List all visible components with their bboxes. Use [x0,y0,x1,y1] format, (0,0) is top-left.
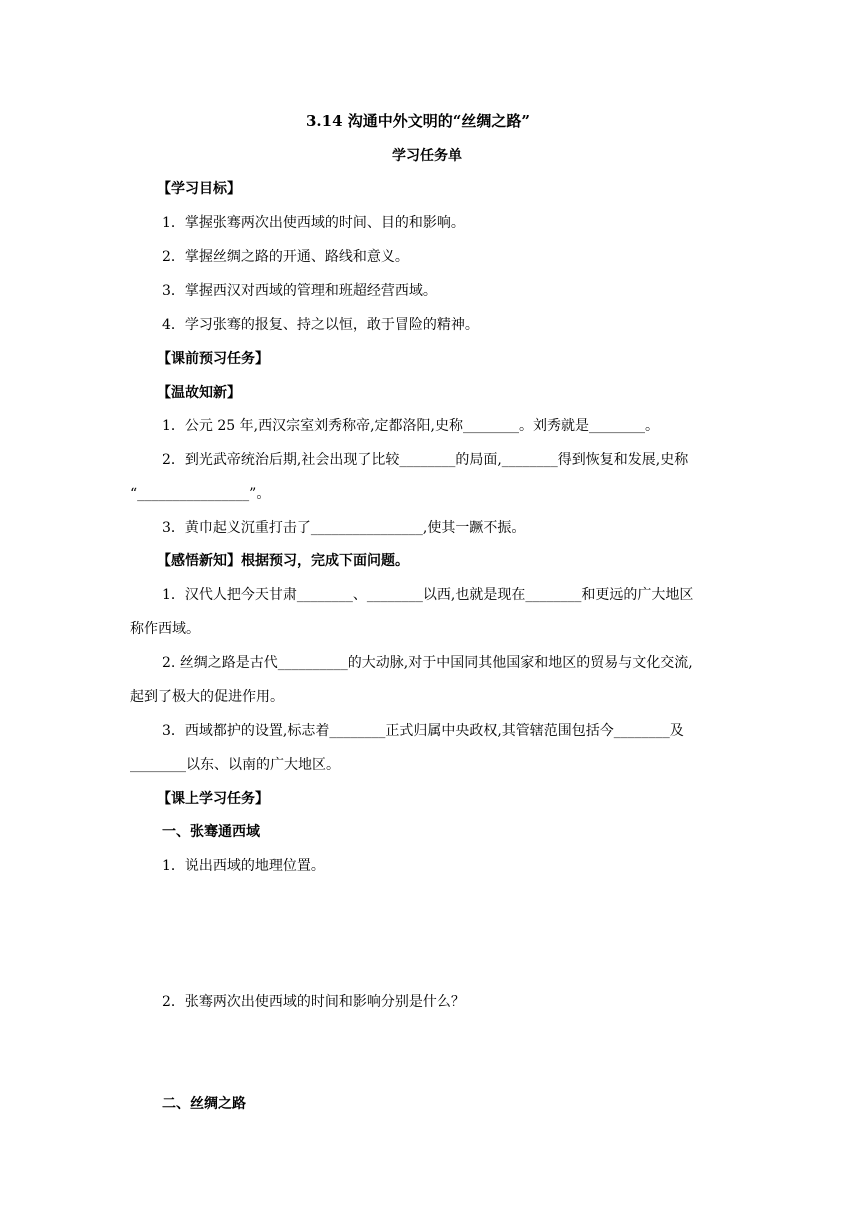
review-item: 3．黄巾起义沉重打击了________________,使其一蹶不振。 [162,520,526,536]
part1-question-1: 1．说出西域的地理位置。 [162,858,325,874]
new-item: 起到了极大的促进作用。 [130,689,284,705]
new-knowledge-heading-instruction: 根据预习，完成下面问题。 [241,553,409,569]
review-item: 2．到光武帝统治后期,社会出现了比较________的局面,________得到恢复和发展,史称 [162,452,689,468]
part1-question-2: 2．张骞两次出使西域的时间和影响分别是什么？ [162,994,465,1010]
goal-item: 1．掌握张骞两次出使西域的时间、目的和影响。 [162,215,465,231]
goals-heading: 【学习目标】 [157,181,241,197]
new-knowledge-heading-bracket: 【感悟新知】 [157,553,241,569]
new-item: 3．西域都护的设置,标志着________正式归属中央政权,其管辖范围包括今________及 [162,723,684,739]
goal-item: 3．掌握西汉对西域的管理和班超经营西域。 [162,283,437,299]
review-item: 1．公元 25 年,西汉宗室刘秀称帝,定都洛阳,史称________。刘秀就是________。 [162,418,659,434]
new-item: ________以东、以南的广大地区。 [130,757,340,773]
goal-item: 2．掌握丝绸之路的开通、路线和意义。 [162,249,409,265]
new-knowledge-heading [157,551,409,571]
goal-item: 4．学习张骞的报复、持之以恒，敢于冒险的精神。 [162,317,479,333]
document-subtitle: 学习任务单 [392,148,462,164]
class-task-heading: 【课上学习任务】 [157,791,269,807]
part2-heading: 二、丝绸之路 [162,1096,246,1112]
new-item: 1．汉代人把今天甘肃________、________以西,也就是现在________和更远的广大地区 [162,587,694,603]
new-item: 2. 丝绸之路是古代__________的大动脉,对于中国同其他国家和地区的贸易与文化交流, [162,655,693,671]
document-title: 3.14 沟通中外文明的“丝绸之路” [306,112,531,130]
part1-heading: 一、张骞通西域 [162,824,260,840]
preview-heading: 【课前预习任务】 [157,351,269,367]
review-item: “________________”。 [130,486,271,502]
review-heading: 【温故知新】 [157,385,241,401]
new-item: 称作西域。 [130,621,200,637]
